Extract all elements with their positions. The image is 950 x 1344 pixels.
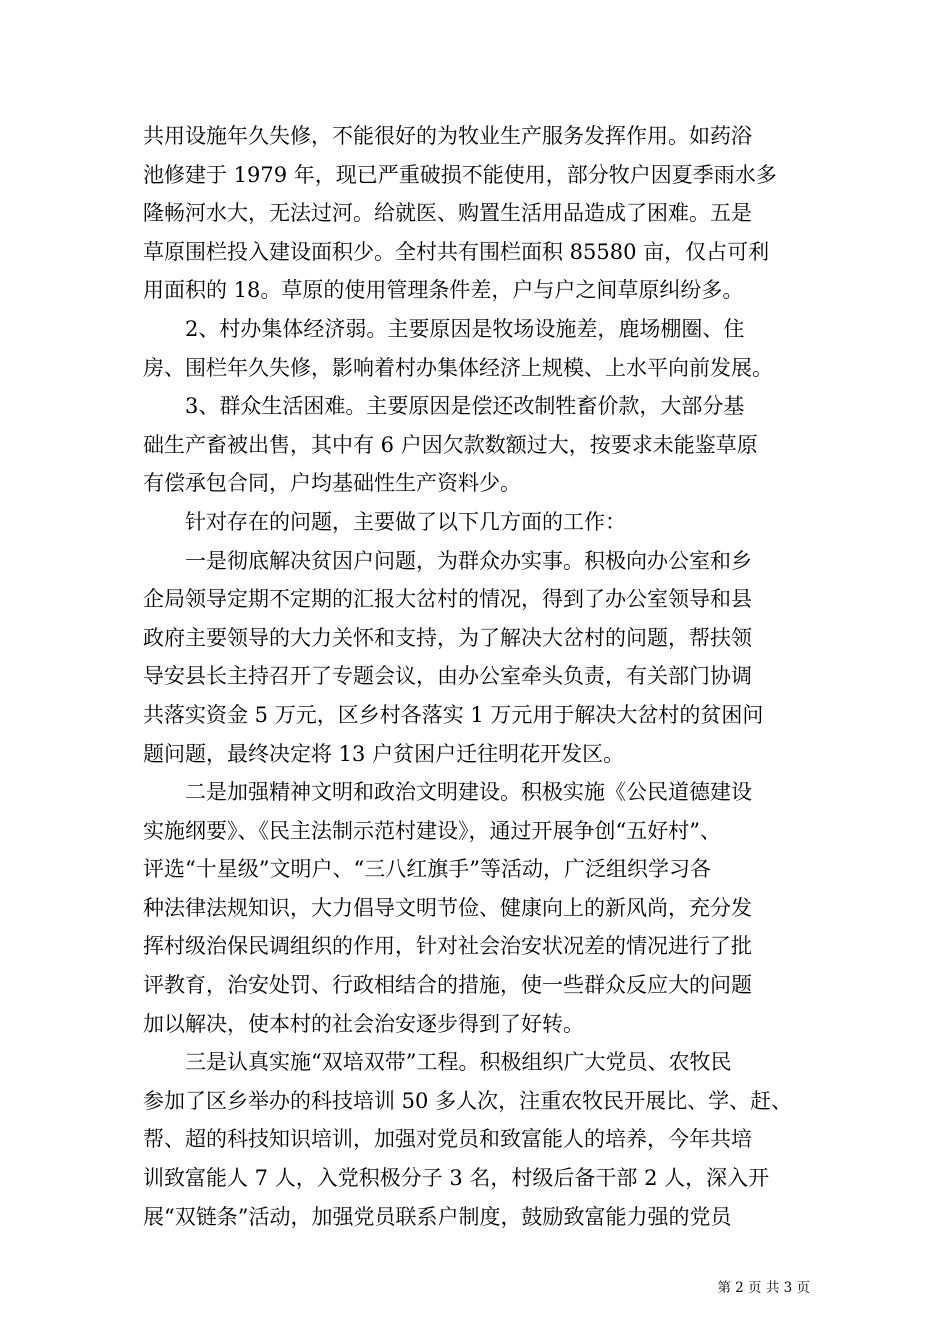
text-line: 二是加强精神文明和政治文明建设。积极实施《公民道德建设 [143,780,752,805]
text-line: 针对存在的问题，主要做了以下几方面的工作： [143,509,626,534]
text-line: 参加了区乡举办的科技培训 50 多人次，注重农牧民开展比、学、赶、 [143,1088,793,1113]
text-line: 评选“十星级”文明户、“三八红旗手”等活动，广泛组织学习各 [143,857,711,882]
text-line: 政府主要领导的大力关怀和支持，为了解决大岔村的问题，帮扶领 [143,625,752,650]
text-line: 用面积的 18。草原的使用管理条件差，户与户之间草原纠纷多。 [143,278,744,303]
text-line: 加以解决，使本村的社会治安逐步得到了好转。 [143,1011,584,1036]
text-line: 种法律法规知识，大力倡导文明节俭、健康向上的新风尚，充分发 [143,895,752,920]
text-line: 帮、超的科技知识培训，加强对党员和致富能人的培养，今年共培 [143,1127,752,1152]
text-line: 础生产畜被出售，其中有 6 户因欠款数额过大，按要求未能鉴草原 [143,432,758,457]
text-line: 题问题，最终决定将 13 户贫困户迁往明花开发区。 [143,741,625,766]
text-line: 共用设施年久失修，不能很好的为牧业生产服务发挥作用。如药浴 [143,124,752,148]
document-body [143,117,811,1236]
text-line: 3、群众生活困难。主要原因是偿还改制牲畜价款，大部分基 [143,394,745,419]
text-line: 挥村级治保民调组织的作用，针对社会治安状况差的情况进行了批 [143,934,752,959]
text-line: 草原围栏投入建设面积少。全村共有围栏面积 85580 亩，仅占可利 [143,239,770,264]
text-line: 一是彻底解决贫因户问题，为群众办实事。积极向办公室和乡 [143,548,752,573]
text-line: 有偿承包合同，户均基础性生产资料少。 [143,471,521,496]
text-line: 三是认真实施“双培双带”工程。积极组织广大党员、农牧民 [143,1050,732,1075]
text-line: 隆畅河水大，无法过河。给就医、购置生活用品造成了困难。五是 [143,201,752,226]
text-line: 评教育，治安处罚、行政相结合的措施，使一些群众反应大的问题 [143,973,752,998]
text-line: 房、围栏年久失修，影响着村办集体经济上规模、上水平向前发展。 [143,355,773,380]
text-line: 企局领导定期不定期的汇报大岔村的情况，得到了办公室领导和县 [143,587,752,612]
text-line: 池修建于 1979 年，现已严重破损不能使用，部分牧户因夏季雨水多 [143,162,777,187]
text-line: 训致富能人 7 人，入党积极分子 3 名，村级后备干部 2 人，深入开 [143,1166,770,1191]
page-number-footer: 第 2 页 共 3 页 [717,1280,810,1296]
text-line: 共落实资金 5 万元，区乡村各落实 1 万元用于解决大岔村的贫困问 [143,702,764,727]
text-line: 展“双链条”活动，加强党员联系户制度，鼓励致富能力强的党员 [143,1204,732,1229]
text-line: 2、村办集体经济弱。主要原因是牧场设施差，鹿场棚圈、住 [143,316,745,341]
text-line: 导安县长主持召开了专题会议，由办公室牵头负责，有关部门协调 [143,664,752,689]
text-line: 实施纲要》、《民主法制示范村建设》，通过开展争创“五好村”、 [143,818,721,843]
